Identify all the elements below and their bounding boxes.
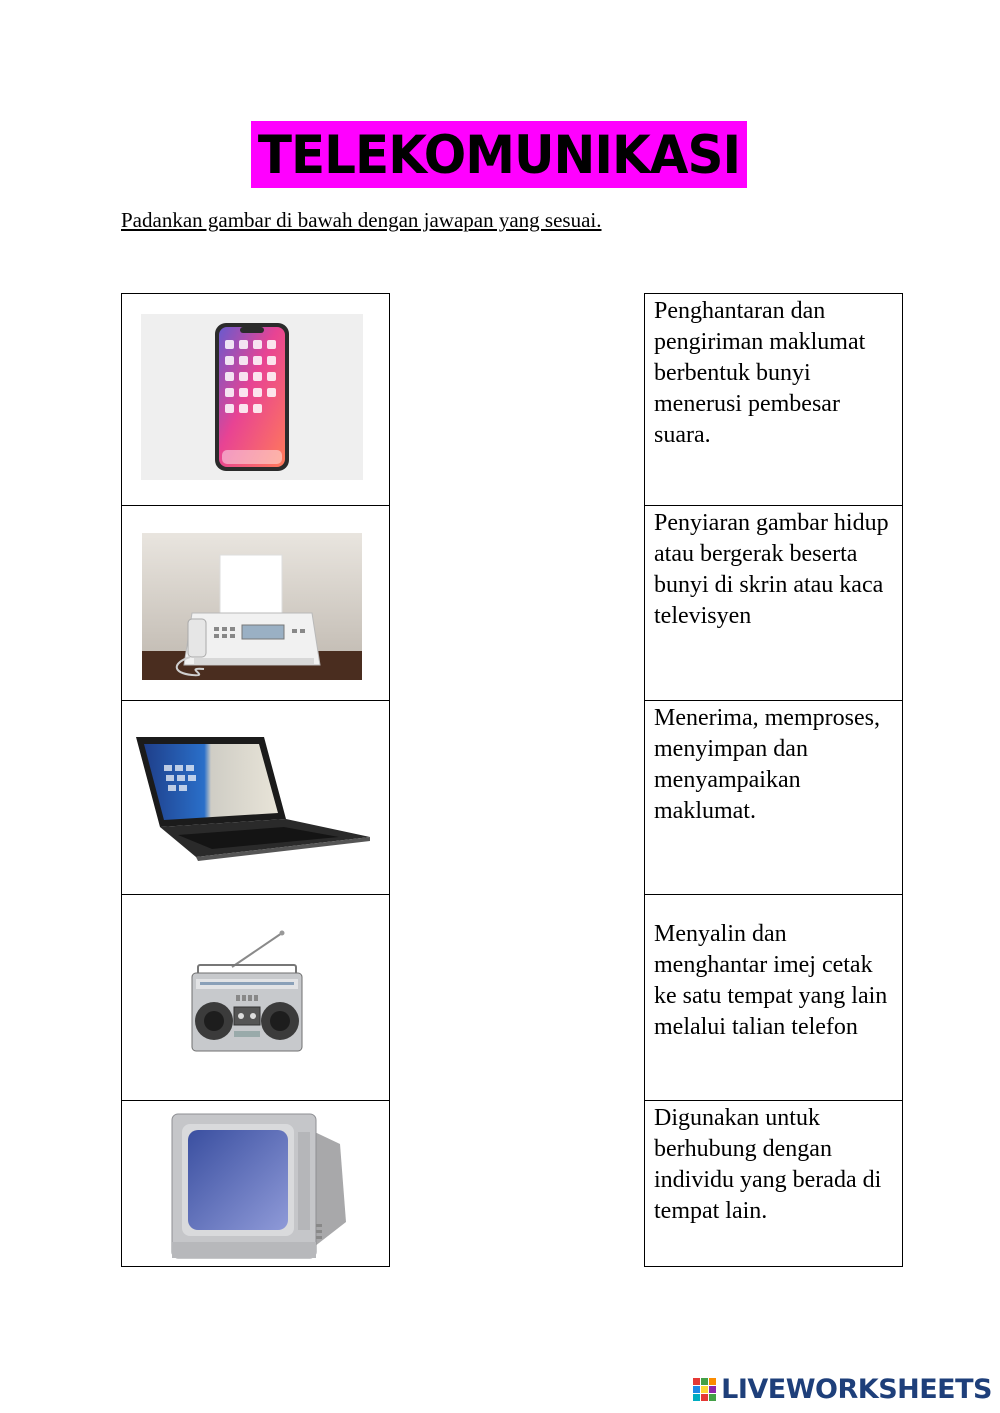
image-cell-2 bbox=[121, 505, 390, 700]
image-cell-4 bbox=[121, 894, 390, 1100]
smartphone-icon bbox=[141, 314, 363, 480]
television-icon bbox=[170, 1104, 350, 1264]
footer-brand bbox=[693, 1374, 992, 1405]
liveworksheets-logo-icon bbox=[693, 1378, 717, 1402]
laptop-icon bbox=[134, 733, 372, 861]
answer-cell-4[interactable]: Menyalin dan menghantar imej cetak ke satu tempat yang lain melalui talian telefon bbox=[644, 894, 903, 1100]
instruction-text: Padankan gambar di bawah dengan jawapan yang sesuai. bbox=[121, 208, 602, 232]
answer-column bbox=[644, 293, 903, 1267]
answer-cell-1[interactable]: Penghantaran dan pengiriman maklumat berbentuk bunyi menerusi pembesar suara. bbox=[644, 293, 903, 505]
footer-brand-text: LIVEWORKSHEETS bbox=[721, 1374, 992, 1405]
image-cell-5 bbox=[121, 1100, 390, 1267]
image-cell-3 bbox=[121, 700, 390, 894]
answer-cell-2[interactable]: Penyiaran gambar hidup atau bergerak beserta bunyi di skrin atau kaca televisyen bbox=[644, 505, 903, 700]
image-column bbox=[121, 293, 390, 1267]
answer-cell-5[interactable]: Digunakan untuk berhubung dengan individu yang berada di tempat lain. bbox=[644, 1100, 903, 1267]
title-banner bbox=[251, 121, 747, 188]
fax-machine-icon bbox=[142, 533, 362, 680]
radio-cassette-icon bbox=[190, 927, 304, 1053]
page-title: TELEKOMUNIKASI bbox=[257, 124, 741, 185]
image-cell-1 bbox=[121, 293, 390, 505]
answer-cell-3[interactable]: Menerima, memproses, menyimpan dan menyampaikan maklumat. bbox=[644, 700, 903, 894]
